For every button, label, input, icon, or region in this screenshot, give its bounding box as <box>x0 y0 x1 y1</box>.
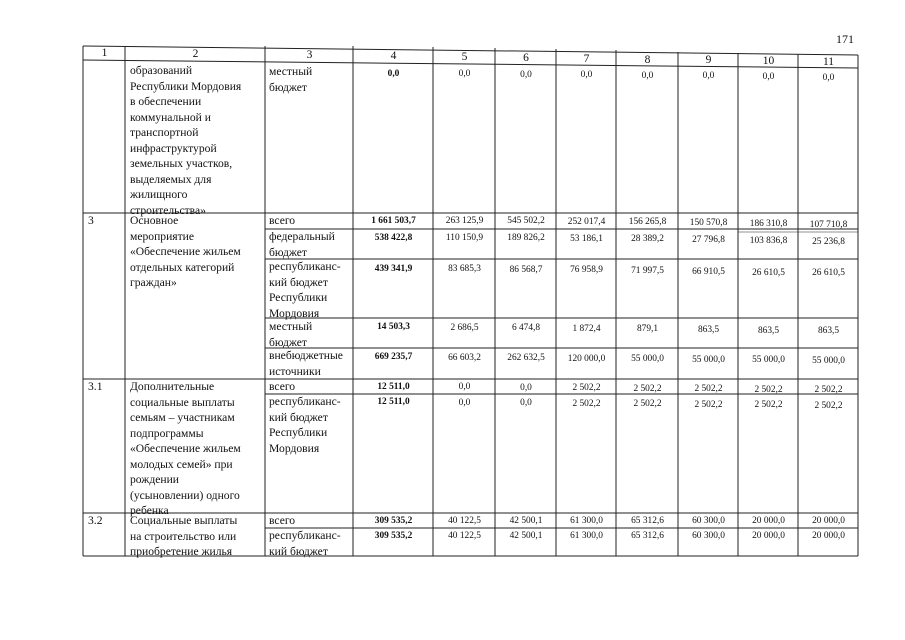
row0-v4: 0,0 <box>387 69 400 79</box>
row2-source: федеральный бюджет <box>269 230 335 259</box>
row1-v5: 263 125,9 <box>445 216 484 226</box>
row0-v10: 0,0 <box>762 72 775 82</box>
row7-v7: 2 502,2 <box>572 399 601 409</box>
row4-v10: 863,5 <box>757 326 780 336</box>
row6-source: всего <box>269 380 296 393</box>
header-col-7: 7 <box>583 53 590 65</box>
row1-v8: 156 265,8 <box>628 217 667 227</box>
row7-v5: 0,0 <box>458 398 471 408</box>
row9-v4: 309 535,2 <box>374 531 413 541</box>
row8-v6: 42 500,1 <box>509 516 543 526</box>
row2-v11: 25 236,8 <box>812 237 845 247</box>
row8-v5: 40 122,5 <box>448 516 481 526</box>
row4-v7: 1 872,4 <box>572 324 601 334</box>
row7-v10: 2 502,2 <box>754 400 783 410</box>
row8-v9: 60 300,0 <box>692 516 725 526</box>
row2-v7: 53 186,1 <box>570 234 603 244</box>
row6-v7: 2 502,2 <box>572 383 601 393</box>
row1-v10: 186 310,8 <box>749 219 788 229</box>
row7-v9: 2 502,2 <box>694 400 723 410</box>
row4-v11: 863,5 <box>817 326 840 336</box>
row3-v4: 439 341,9 <box>374 264 413 274</box>
row1-v7: 252 017,4 <box>567 217 606 227</box>
row5-source: внебюджетные источники <box>269 349 343 378</box>
row0-v11: 0,0 <box>822 73 835 83</box>
row6-v10: 2 502,2 <box>754 385 783 395</box>
header-col-10: 10 <box>762 55 775 67</box>
row8-v4: 309 535,2 <box>374 516 413 526</box>
row3-v11: 26 610,5 <box>812 268 845 278</box>
row5-v4: 669 235,7 <box>374 352 413 362</box>
header-col-3: 3 <box>306 49 313 61</box>
header-col-2: 2 <box>192 48 199 60</box>
row9-v7: 61 300,0 <box>570 531 603 541</box>
row4-v8: 879,1 <box>636 324 659 334</box>
row7-v4: 12 511,0 <box>377 397 410 407</box>
row2-v10: 103 836,8 <box>749 236 788 246</box>
row6-v5: 0,0 <box>458 382 471 392</box>
row6-v8: 2 502,2 <box>633 384 662 394</box>
row8-v8: 65 312,6 <box>631 516 664 526</box>
row0-v8: 0,0 <box>641 71 654 81</box>
row9-v11: 20 000,0 <box>812 531 845 541</box>
row7-source: республиканс- кий бюджет Республики Мордовия <box>269 395 341 455</box>
row3-v7: 76 958,9 <box>570 265 603 275</box>
row4-v6: 6 474,8 <box>511 323 541 333</box>
row0-v5: 0,0 <box>458 69 471 79</box>
row2-v6: 189 826,2 <box>507 233 545 243</box>
row1-v6: 545 502,2 <box>507 216 545 226</box>
page-number: 171 <box>836 32 854 46</box>
row4-source: местный бюджет <box>269 320 313 349</box>
row7-v11: 2 502,2 <box>814 401 843 411</box>
row6-v9: 2 502,2 <box>694 384 723 394</box>
row8-source: всего <box>269 514 296 527</box>
row6-v4: 12 511,0 <box>377 382 410 392</box>
row8-number: 3.2 <box>88 514 103 527</box>
row6-number: 3.1 <box>88 380 103 393</box>
row6-v6: 0,0 <box>520 383 532 393</box>
row3-source: республиканс- кий бюджет Республики Мордовия <box>269 260 341 320</box>
row9-source: республиканс- кий бюджет <box>269 529 341 558</box>
row9-v8: 65 312,6 <box>631 531 664 541</box>
row4-v4: 14 503,3 <box>377 322 410 332</box>
row1-v4: 1 661 503,7 <box>371 216 416 226</box>
row0-name: образований Республики Мордовия в обеспечении коммунальной и транспортной инфраструктурой земельных участков, выделяемых для жилищного строительства» <box>130 64 242 217</box>
row0-v9: 0,0 <box>702 71 715 81</box>
row8-name: Социальные выплаты на строительство или приобретение жилья <box>130 514 238 558</box>
row7-v6: 0,0 <box>520 398 532 408</box>
row5-v6: 262 632,5 <box>507 353 545 363</box>
header-col-5: 5 <box>461 51 468 63</box>
row8-v7: 61 300,0 <box>570 516 603 526</box>
row1-source: всего <box>269 214 296 227</box>
row0-v7: 0,0 <box>580 70 593 80</box>
header-col-1: 1 <box>101 47 108 59</box>
header-col-9: 9 <box>705 54 712 66</box>
row3-v8: 71 997,5 <box>631 266 664 276</box>
row9-v5: 40 122,5 <box>448 531 481 541</box>
row2-v4: 538 422,8 <box>374 233 413 243</box>
row3-v9: 66 910,5 <box>692 267 725 277</box>
row2-v8: 28 389,2 <box>631 234 664 244</box>
header-col-4: 4 <box>390 50 397 62</box>
row5-v10: 55 000,0 <box>752 355 785 365</box>
row0-v6: 0,0 <box>520 70 532 80</box>
row3-v10: 26 610,5 <box>752 268 785 278</box>
header-col-11: 11 <box>822 56 835 68</box>
row5-v9: 55 000,0 <box>692 355 725 365</box>
row1-v11: 107 710,8 <box>809 220 848 230</box>
row5-v5: 66 603,2 <box>448 353 481 363</box>
row8-v10: 20 000,0 <box>752 516 785 526</box>
row2-v9: 27 796,8 <box>692 235 725 245</box>
row3-v5: 83 685,3 <box>448 264 481 274</box>
row8-v11: 20 000,0 <box>812 516 845 526</box>
row9-v10: 20 000,0 <box>752 531 785 541</box>
row6-name: Дополнительные социальные выплаты семьям – участникам подпрограммы «Обеспечение жильем молодых семей» при рождении (усыновлении) одного ребенка <box>130 380 241 517</box>
row1-number: 3 <box>88 214 94 227</box>
row3-v6: 86 568,7 <box>509 265 543 275</box>
row0-source: местный бюджет <box>269 65 313 94</box>
header-col-8: 8 <box>644 54 651 66</box>
row4-v5: 2 686,5 <box>450 323 479 333</box>
row5-v8: 55 000,0 <box>631 354 664 364</box>
row1-name: Основное мероприятие «Обеспечение жильем отдельных категорий граждан» <box>130 214 241 289</box>
row7-v8: 2 502,2 <box>633 399 662 409</box>
row9-v9: 60 300,0 <box>692 531 725 541</box>
row5-v11: 55 000,0 <box>812 356 845 366</box>
row1-v9: 150 570,8 <box>689 218 728 228</box>
row9-v6: 42 500,1 <box>509 531 543 541</box>
row4-v9: 863,5 <box>697 325 720 335</box>
row2-v5: 110 150,9 <box>445 233 484 243</box>
row5-v7: 120 000,0 <box>567 354 606 364</box>
row6-v11: 2 502,2 <box>814 385 843 395</box>
header-col-6: 6 <box>523 52 529 64</box>
